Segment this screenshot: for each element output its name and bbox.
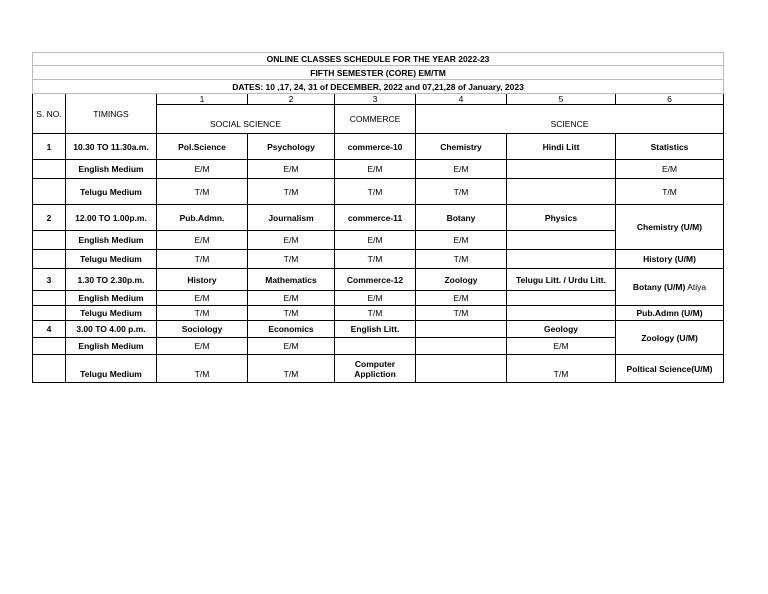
col-number: 1	[157, 94, 248, 105]
medium-cell: E/M	[248, 231, 335, 250]
sno-header: S. NO.	[33, 94, 66, 134]
medium-cell: E/M	[335, 231, 416, 250]
slot-row	[33, 205, 724, 231]
col-number: 3	[335, 94, 416, 105]
schedule-title: ONLINE CLASSES SCHEDULE FOR THE YEAR 2022-23	[33, 53, 724, 66]
medium-cell: T/M	[248, 250, 335, 269]
medium-cell: E/M	[507, 338, 616, 355]
medium-cell: E/M	[616, 160, 724, 179]
medium-cell: T/M	[335, 179, 416, 205]
slot-time: 12.00 TO 1.00p.m.	[66, 205, 157, 231]
medium-label: Telugu Medium	[66, 179, 157, 205]
medium-cell	[507, 231, 616, 250]
medium-cell: E/M	[335, 291, 416, 306]
slot-row	[33, 134, 724, 160]
empty-cell	[33, 338, 66, 355]
subject-cell: Sociology	[157, 321, 248, 338]
medium-cell: E/M	[248, 338, 335, 355]
schedule-table	[32, 52, 724, 383]
subject-cell: Geology	[507, 321, 616, 338]
subject-cell-merged	[616, 269, 724, 306]
medium-cell: T/M	[157, 306, 248, 321]
slot-number: 2	[33, 205, 66, 231]
telugu-medium-row	[33, 306, 724, 321]
subject-cell: Mathematics	[248, 269, 335, 291]
medium-cell: T/M	[335, 250, 416, 269]
subject-cell: commerce-10	[335, 134, 416, 160]
medium-cell: E/M	[335, 160, 416, 179]
medium-cell	[335, 338, 416, 355]
subject-cell-merged: Chemistry (U/M)	[616, 205, 724, 250]
slot-number: 4	[33, 321, 66, 338]
subject-cell	[416, 321, 507, 338]
slot-row	[33, 269, 724, 291]
medium-cell	[416, 338, 507, 355]
empty-cell	[33, 291, 66, 306]
medium-cell: E/M	[157, 338, 248, 355]
medium-cell: T/M	[335, 306, 416, 321]
slot-number: 1	[33, 134, 66, 160]
medium-cell: T/M	[416, 179, 507, 205]
empty-cell	[33, 160, 66, 179]
empty-cell	[33, 306, 66, 321]
subject-cell: Pol.Science	[157, 134, 248, 160]
medium-cell: T/M	[248, 306, 335, 321]
medium-cell: T/M	[416, 250, 507, 269]
empty-cell	[33, 179, 66, 205]
subject-cell: Physics	[507, 205, 616, 231]
teacher-name: Atiya	[687, 282, 707, 292]
medium-cell: E/M	[416, 231, 507, 250]
medium-cell	[507, 179, 616, 205]
col-number: 5	[507, 94, 616, 105]
science-header: SCIENCE	[416, 105, 724, 134]
subject-cell: Poltical Science(U/M)	[616, 355, 724, 383]
social-science-header: SOCIAL SCIENCE	[157, 105, 335, 134]
medium-cell	[507, 250, 616, 269]
english-medium-row	[33, 160, 724, 179]
medium-cell	[416, 355, 507, 383]
subject-cell: Hindi Litt	[507, 134, 616, 160]
subject-cell-merged: Zoology (U/M)	[616, 321, 724, 355]
medium-cell: T/M	[157, 179, 248, 205]
medium-label: Telugu Medium	[66, 250, 157, 269]
medium-label: Telugu Medium	[66, 355, 157, 383]
col-number: 4	[416, 94, 507, 105]
medium-label: English Medium	[66, 338, 157, 355]
subject-cell: Pub.Admn.	[157, 205, 248, 231]
subject-cell: Commerce-12	[335, 269, 416, 291]
subject-cell: Chemistry	[416, 134, 507, 160]
medium-cell: E/M	[248, 291, 335, 306]
commerce-header: COMMERCE	[335, 105, 416, 134]
subject-cell: History (U/M)	[616, 250, 724, 269]
subject-cell: Botany	[416, 205, 507, 231]
empty-cell	[33, 231, 66, 250]
empty-cell	[33, 250, 66, 269]
subject-cell: commerce-11	[335, 205, 416, 231]
medium-cell: E/M	[157, 231, 248, 250]
medium-cell: E/M	[157, 160, 248, 179]
slot-time: 3.00 TO 4.00 p.m.	[66, 321, 157, 338]
medium-cell	[507, 306, 616, 321]
medium-cell: E/M	[157, 291, 248, 306]
medium-cell: T/M	[616, 179, 724, 205]
medium-cell: E/M	[416, 291, 507, 306]
subject-cell: Journalism	[248, 205, 335, 231]
col-number: 6	[616, 94, 724, 105]
slot-row	[33, 321, 724, 338]
medium-label: English Medium	[66, 160, 157, 179]
subject-cell: Telugu Litt. / Urdu Litt.	[507, 269, 616, 291]
medium-cell: E/M	[248, 160, 335, 179]
medium-label: English Medium	[66, 231, 157, 250]
telugu-medium-row	[33, 179, 724, 205]
medium-cell: T/M	[248, 355, 335, 383]
medium-cell: T/M	[416, 306, 507, 321]
telugu-medium-row	[33, 355, 724, 383]
subject-cell: Computer Appliction	[335, 355, 416, 383]
semester-title: FIFTH SEMESTER (CORE) EM/TM	[33, 66, 724, 80]
slot-time: 10.30 TO 11.30a.m.	[66, 134, 157, 160]
telugu-medium-row	[33, 250, 724, 269]
medium-label: Telugu Medium	[66, 306, 157, 321]
dates-title: DATES: 10 ,17, 24, 31 of DECEMBER, 2022 and 07,21,28 of January, 2023	[33, 80, 724, 94]
timings-header: TIMINGS	[66, 94, 157, 134]
subject-cell: Pub.Admn (U/M)	[616, 306, 724, 321]
medium-cell	[507, 291, 616, 306]
subject-cell: History	[157, 269, 248, 291]
subject-cell: English Litt.	[335, 321, 416, 338]
col-number: 2	[248, 94, 335, 105]
slot-number: 3	[33, 269, 66, 291]
medium-cell: T/M	[507, 355, 616, 383]
medium-label: English Medium	[66, 291, 157, 306]
medium-cell: E/M	[416, 160, 507, 179]
medium-cell: T/M	[157, 355, 248, 383]
subject-cell: Economics	[248, 321, 335, 338]
subject-name: Botany (U/M)	[632, 282, 686, 292]
medium-cell: T/M	[248, 179, 335, 205]
subject-cell: Psychology	[248, 134, 335, 160]
subject-cell: Zoology	[416, 269, 507, 291]
empty-cell	[33, 355, 66, 383]
subject-cell: Statistics	[616, 134, 724, 160]
medium-cell: T/M	[157, 250, 248, 269]
medium-cell	[507, 160, 616, 179]
slot-time: 1.30 TO 2.30p.m.	[66, 269, 157, 291]
